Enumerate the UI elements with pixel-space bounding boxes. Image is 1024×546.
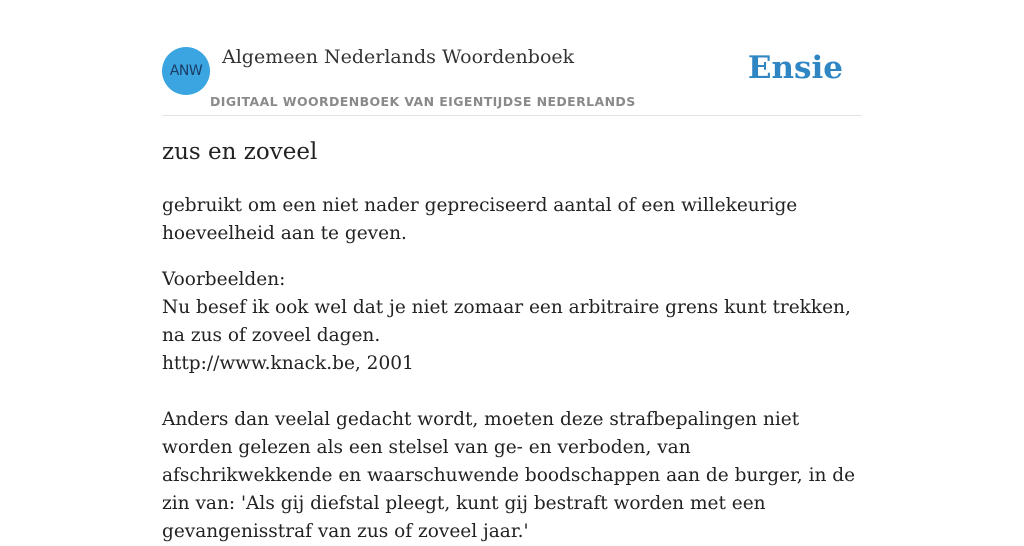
site-subtitle: DIGITAAL WOORDENBOEK VAN EIGENTIJDSE NEDERLANDS — [210, 94, 636, 109]
entry-title: zus en zoveel — [162, 139, 318, 165]
example-source: http://www.knack.be, 2001 — [162, 353, 414, 374]
anw-logo[interactable] — [162, 47, 210, 95]
example-spacer — [162, 378, 862, 406]
site-header — [162, 0, 862, 116]
ensie-brand-link[interactable]: Ensie — [747, 50, 843, 86]
logo-text: ANW — [169, 63, 203, 79]
site-title[interactable]: Algemeen Nederlands Woordenboek — [222, 46, 575, 68]
examples-label: Voorbeelden: — [162, 269, 286, 290]
entry-definition: gebruikt om een niet nader gepreciseerd aantal of een willekeurige hoeveelheid aan te geven. — [162, 195, 798, 244]
example-text: Nu besef ik ook wel dat je niet zomaar een arbitraire grens kunt trekken, na zus of zoveel dagen. — [162, 297, 851, 346]
examples-section — [162, 266, 862, 546]
page — [162, 0, 862, 542]
example-text: Anders dan veelal gedacht wordt, moeten deze strafbepalingen niet worden gelezen als een stelsel van ge- en verboden, van afschrikwekkende en waarschuwende boodschappen aan de burger, in de zin van: 'Als gij diefstal pleegt, kunt gij bestraft worden met een gevangenisstraf van zus of zoveel jaar.' — [162, 409, 856, 542]
